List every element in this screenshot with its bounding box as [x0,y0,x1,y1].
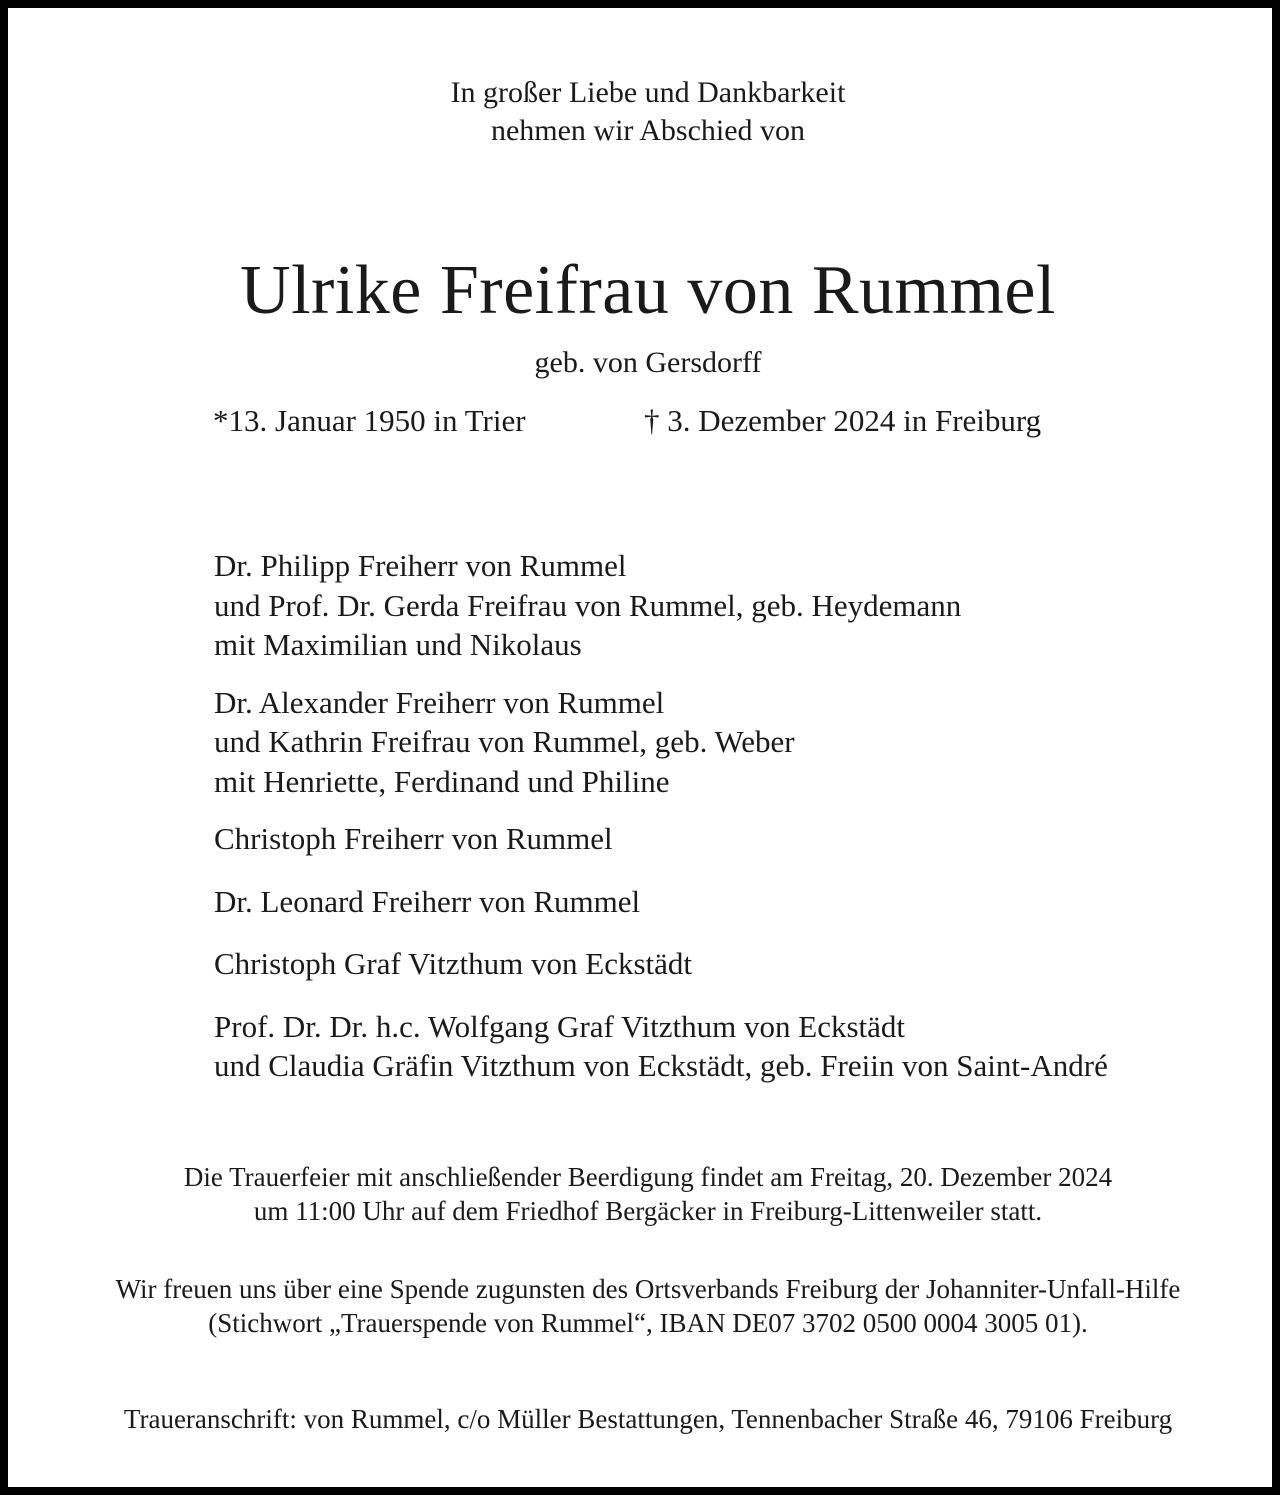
funeral-line-2: um 11:00 Uhr auf dem Friedhof Bergäcker in Freiburg-Littenweiler statt. [253,1196,1043,1226]
funeral-line-1: Die Trauerfeier mit anschließender Beerdigung findet am Freitag, 20. Dezember 2024 [183,1162,1113,1192]
mourner-line: Christoph Graf Vitzthum von Eckstädt [214,946,693,981]
mourning-address: Traueranschrift: von Rummel, c/o Müller Bestattungen, Tennenbacher Straße 46, 79106 Freiburg [123,1404,1173,1434]
deceased-name: Ulrike Freifrau von Rummel [240,252,1056,329]
intro-line-2: nehmen wir Abschied von [490,114,806,147]
mourner-group [214,944,1108,984]
death-date: † 3. Dezember 2024 in Freiburg [644,403,1042,438]
mourner-group [214,882,1108,922]
maiden-name: geb. von Gersdorff [534,346,762,379]
mourner-line: Prof. Dr. Dr. h.c. Wolfgang Graf Vitzthum von Eckstädt [214,1008,906,1044]
intro-text [8,74,1280,150]
mourner-line: Christoph Freiherr von Rummel [214,821,613,856]
mourner-group [214,1007,1108,1086]
birth-date: *13. Januar 1950 in Trier [213,403,526,438]
mourner-line: und Prof. Dr. Gerda Freifrau von Rummel, geb. Heydemann [214,587,962,623]
mourner-line: mit Maximilian und Nikolaus [214,627,582,662]
mourners-list [214,546,1108,1104]
donation-line-2: (Stichwort „Trauerspende von Rummel“, IBAN DE07 3702 0500 0004 3005 01). [208,1308,1088,1338]
intro-line-1: In großer Liebe und Dankbarkeit [450,76,846,109]
mourner-group [214,683,1108,802]
mourner-line: Dr. Philipp Freiherr von Rummel [214,548,627,583]
funeral-info [8,1160,1280,1228]
donation-line-1: Wir freuen uns über eine Spende zugunsten des Ortsverbands Freiburg der Johanniter-Unfall-Hilfe [115,1274,1181,1304]
mourner-line: und Kathrin Freifrau von Rummel, geb. Weber [214,724,795,759]
mourner-group [214,819,1108,859]
mourner-line: und Claudia Gräfin Vitzthum von Eckstädt, geb. Freiin von Saint-André [214,1048,1108,1083]
donation-info [8,1272,1280,1340]
mourner-line: mit Henriette, Ferdinand und Philine [214,763,670,799]
mourner-line: Dr. Leonard Freiherr von Rummel [214,883,641,919]
mourner-group [214,546,1108,665]
mourner-line: Dr. Alexander Freiherr von Rummel [214,684,665,720]
